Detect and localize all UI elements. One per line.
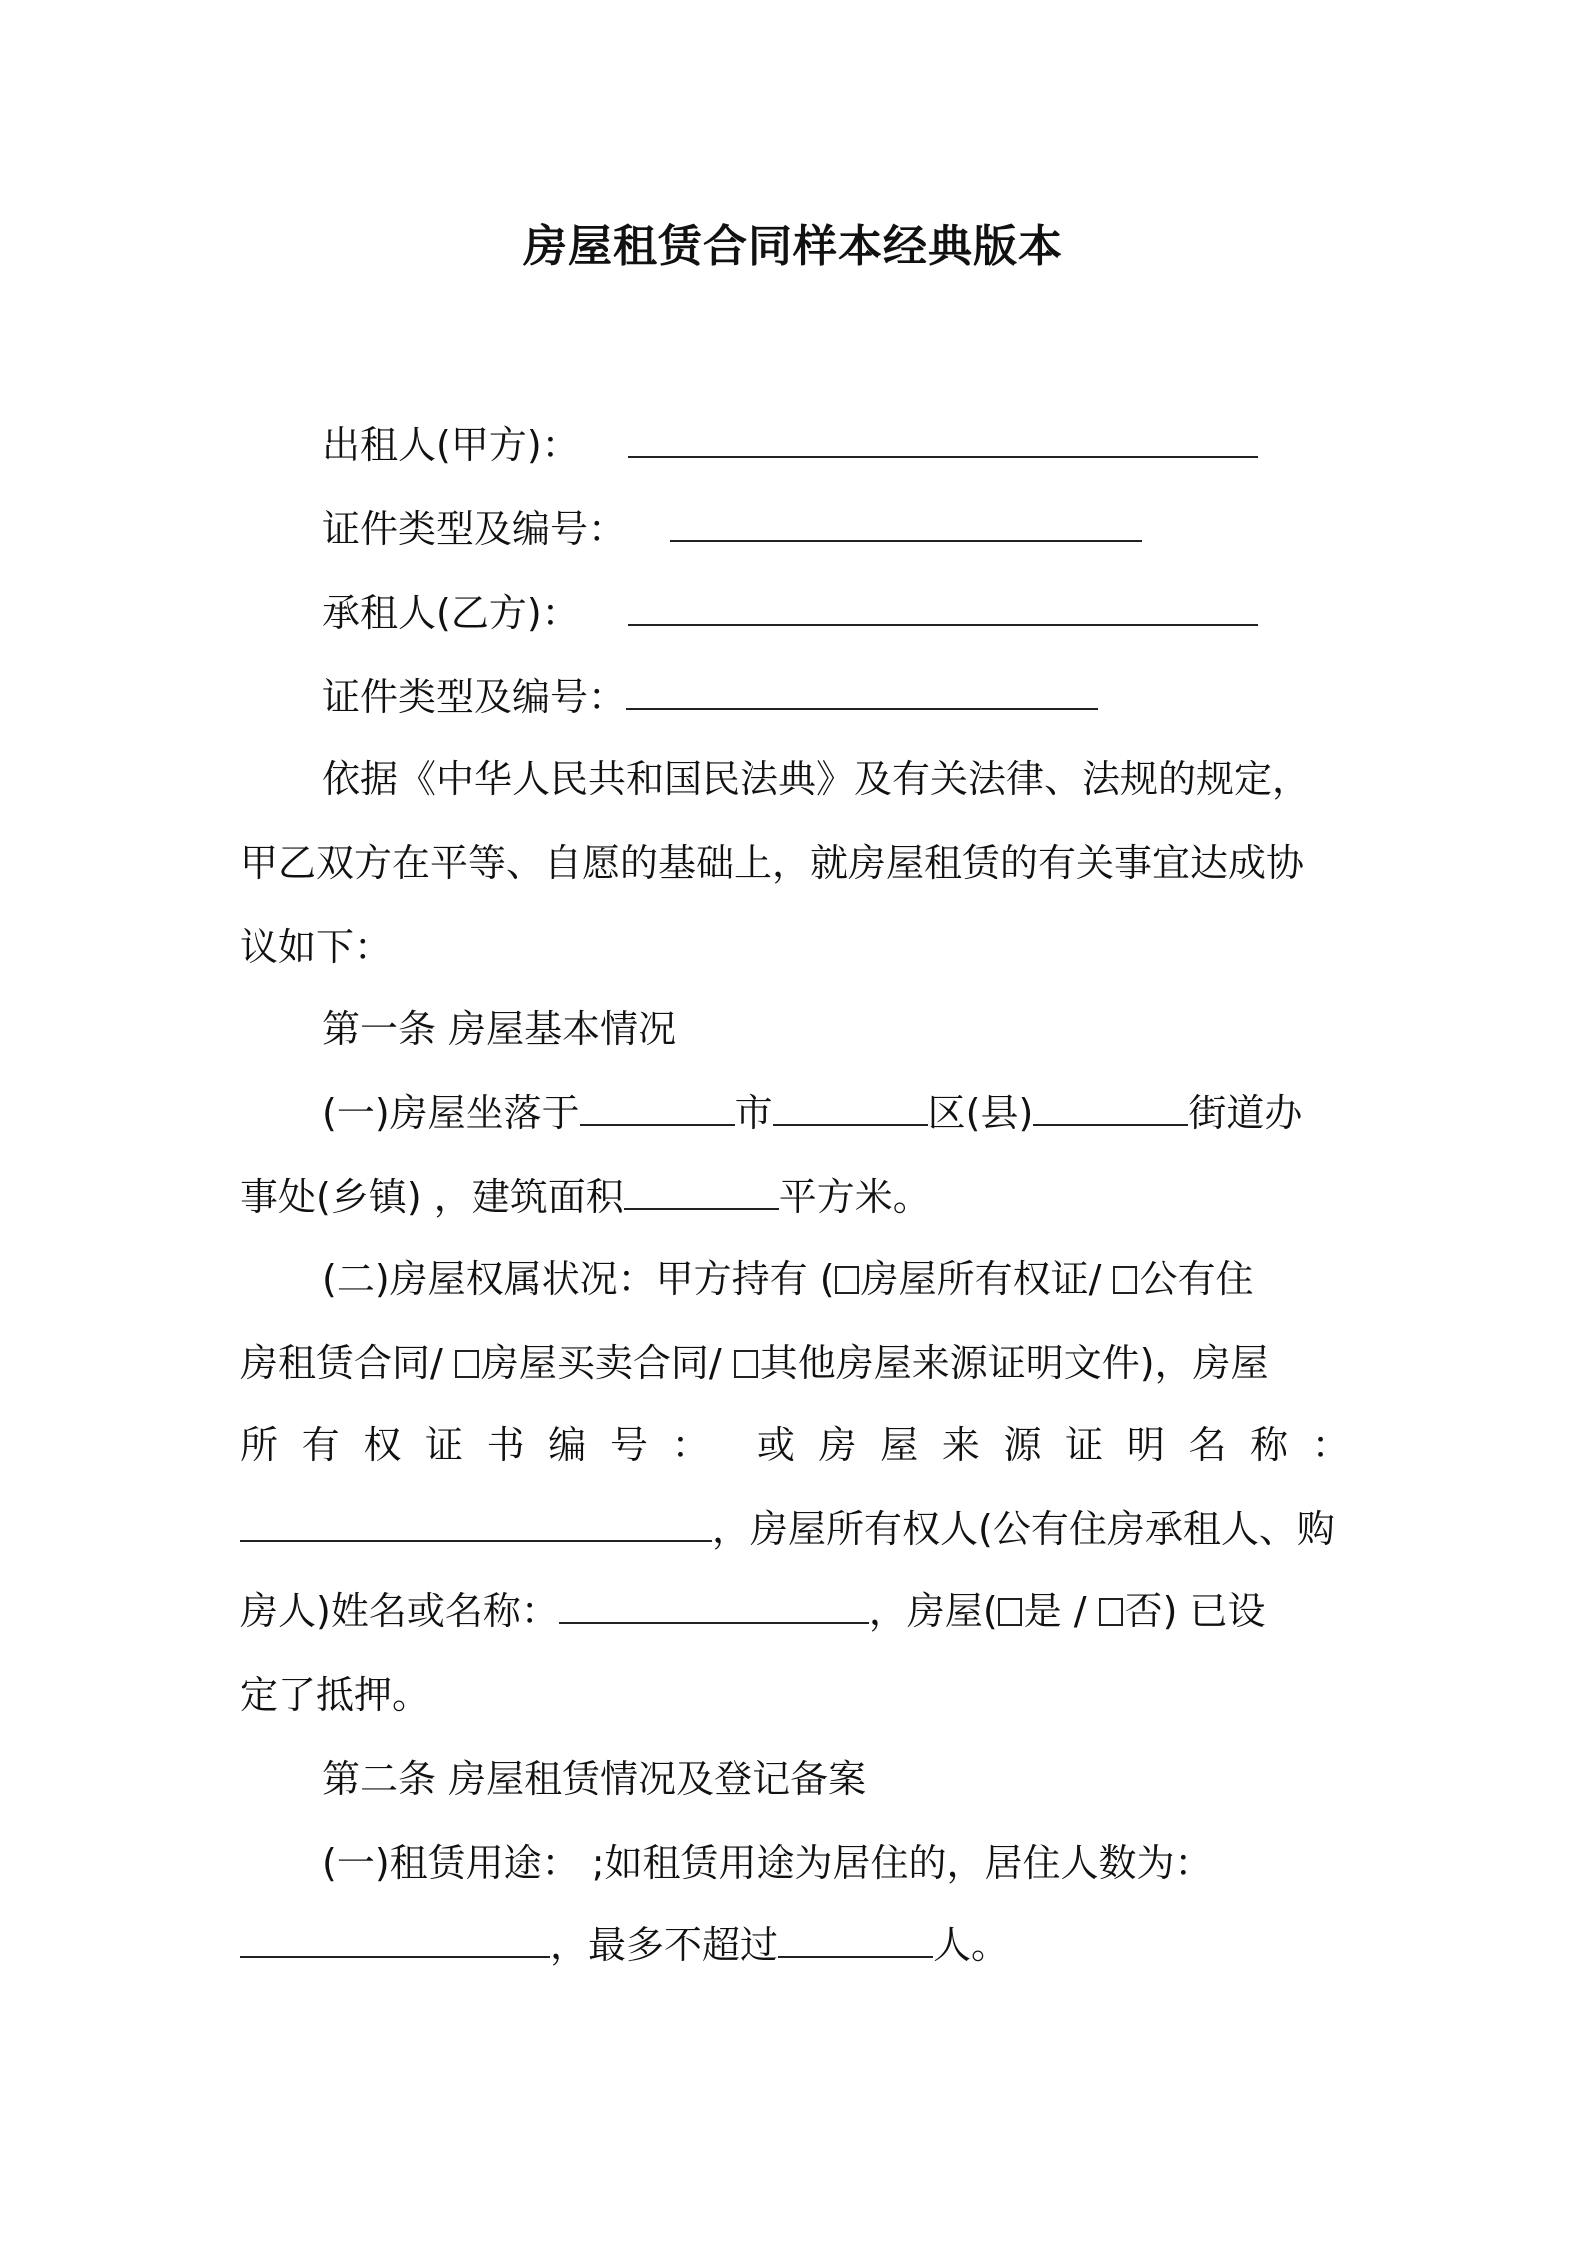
lessee-id-blank[interactable] bbox=[626, 674, 1098, 710]
article1-item2-line3 bbox=[240, 1420, 1350, 1470]
cert-char: 权 bbox=[363, 1423, 402, 1467]
street-label: 街道办 bbox=[1188, 1091, 1303, 1135]
opt-property-cert: 房屋所有权证/ bbox=[860, 1257, 1114, 1301]
owner-prefix: ，房屋所有权人(公有住房承租人、购 bbox=[712, 1507, 1335, 1551]
article2-item1-line2 bbox=[240, 1920, 1009, 1970]
lessee-blank[interactable] bbox=[628, 590, 1258, 626]
lessor-label: 出租人(甲方)： bbox=[322, 423, 580, 467]
owner-name-blank[interactable] bbox=[559, 1588, 869, 1624]
checkbox-property-cert[interactable] bbox=[835, 1266, 859, 1294]
area-prefix: 事处(乡镇) ，建筑面积 bbox=[240, 1175, 624, 1219]
cert-char: 屋 bbox=[880, 1423, 919, 1467]
street-blank[interactable] bbox=[1033, 1090, 1188, 1126]
city-label: 市 bbox=[734, 1091, 773, 1135]
article1-heading: 第一条 房屋基本情况 bbox=[322, 1007, 677, 1051]
article1-item2-line2 bbox=[240, 1338, 1269, 1388]
checkbox-public-housing[interactable] bbox=[1113, 1266, 1137, 1294]
opt-mortgage-yes: 是 / bbox=[1023, 1589, 1099, 1633]
lessee-line bbox=[322, 588, 1258, 638]
owner-name-label: 房人)姓名或名称： bbox=[240, 1589, 559, 1633]
residents-count-blank[interactable] bbox=[240, 1922, 550, 1958]
lessor-line bbox=[322, 420, 1258, 470]
article1-item2-line4 bbox=[240, 1504, 1335, 1554]
cert-char: 有 bbox=[301, 1423, 340, 1467]
cert-char: 名 bbox=[1188, 1423, 1227, 1467]
article2-item1-line1: (一)租赁用途： ;如租赁用途为居住的，居住人数为： bbox=[322, 1841, 1213, 1885]
proof-name-blank[interactable] bbox=[240, 1506, 712, 1542]
lessee-id-label: 证件类型及编号： bbox=[322, 675, 627, 719]
location-prefix: (一)房屋坐落于 bbox=[322, 1091, 580, 1135]
document-title: 房屋租赁合同样本经典版本 bbox=[523, 221, 1063, 272]
cert-char: 编 bbox=[548, 1423, 587, 1467]
district-blank[interactable] bbox=[773, 1090, 928, 1126]
district-label: 区(县) bbox=[927, 1091, 1034, 1135]
lessor-id-label: 证件类型及编号： bbox=[322, 507, 627, 551]
checkbox-purchase-contract[interactable] bbox=[455, 1350, 479, 1378]
cert-char: 或 bbox=[756, 1423, 795, 1467]
area-unit: 平方米。 bbox=[778, 1175, 931, 1219]
intro-line-1: 依据《中华人民共和国民法典》及有关法律、法规的规定， bbox=[322, 757, 1311, 801]
mortgage-prefix: ，房屋( bbox=[868, 1589, 998, 1633]
article1-item2-line5 bbox=[240, 1586, 1266, 1636]
max-residents-label: ，最多不超过 bbox=[550, 1923, 779, 1967]
cert-char: 称 bbox=[1250, 1423, 1289, 1467]
cert-char: ： bbox=[671, 1423, 710, 1467]
article1-item1-line2 bbox=[240, 1172, 931, 1222]
cert-char: 房 bbox=[818, 1423, 857, 1467]
city-blank[interactable] bbox=[580, 1090, 735, 1126]
cert-char: 明 bbox=[1126, 1423, 1165, 1467]
opt-purchase-contract: 房屋买卖合同/ bbox=[480, 1341, 734, 1385]
intro-line-3: 议如下： bbox=[240, 925, 393, 969]
article1-item1-line1 bbox=[322, 1088, 1302, 1138]
opt-public-housing-cont: 房租赁合同/ bbox=[240, 1341, 455, 1385]
cert-char: 书 bbox=[486, 1423, 525, 1467]
cert-char: ： bbox=[1311, 1423, 1350, 1467]
cert-char: 证 bbox=[1065, 1423, 1104, 1467]
opt-other-proof: 其他房屋来源证明文件)，房屋 bbox=[759, 1341, 1269, 1385]
article1-item2-line1 bbox=[322, 1254, 1253, 1304]
article2-heading: 第二条 房屋租赁情况及登记备案 bbox=[322, 1757, 867, 1801]
cert-char: 源 bbox=[1003, 1423, 1042, 1467]
checkbox-other-proof[interactable] bbox=[734, 1350, 758, 1378]
area-blank[interactable] bbox=[624, 1174, 779, 1210]
checkbox-mortgage-no[interactable] bbox=[1099, 1598, 1123, 1626]
opt-mortgage-no: 否) 已设 bbox=[1124, 1589, 1266, 1633]
cert-char: 所 bbox=[240, 1423, 279, 1467]
cert-char: 来 bbox=[941, 1423, 980, 1467]
lessor-id-blank[interactable] bbox=[670, 506, 1142, 542]
lessee-id-line bbox=[322, 672, 1098, 722]
article1-item2-line6: 定了抵押。 bbox=[240, 1673, 431, 1717]
cert-char: 证 bbox=[424, 1423, 463, 1467]
residents-unit: 人。 bbox=[933, 1923, 1010, 1967]
checkbox-mortgage-yes[interactable] bbox=[998, 1598, 1022, 1626]
lessor-id-line bbox=[322, 504, 1142, 554]
cert-char: 号 bbox=[609, 1423, 648, 1467]
lessee-label: 承租人(乙方)： bbox=[322, 591, 580, 635]
lessor-blank[interactable] bbox=[628, 422, 1258, 458]
max-residents-blank[interactable] bbox=[778, 1922, 933, 1958]
intro-line-2: 甲乙双方在平等、自愿的基础上，就房屋租赁的有关事宜达成协 bbox=[240, 841, 1305, 885]
opt-public-housing: 公有住 bbox=[1139, 1257, 1254, 1301]
ownership-prefix: (二)房屋权属状况：甲方持有 ( bbox=[322, 1257, 835, 1301]
